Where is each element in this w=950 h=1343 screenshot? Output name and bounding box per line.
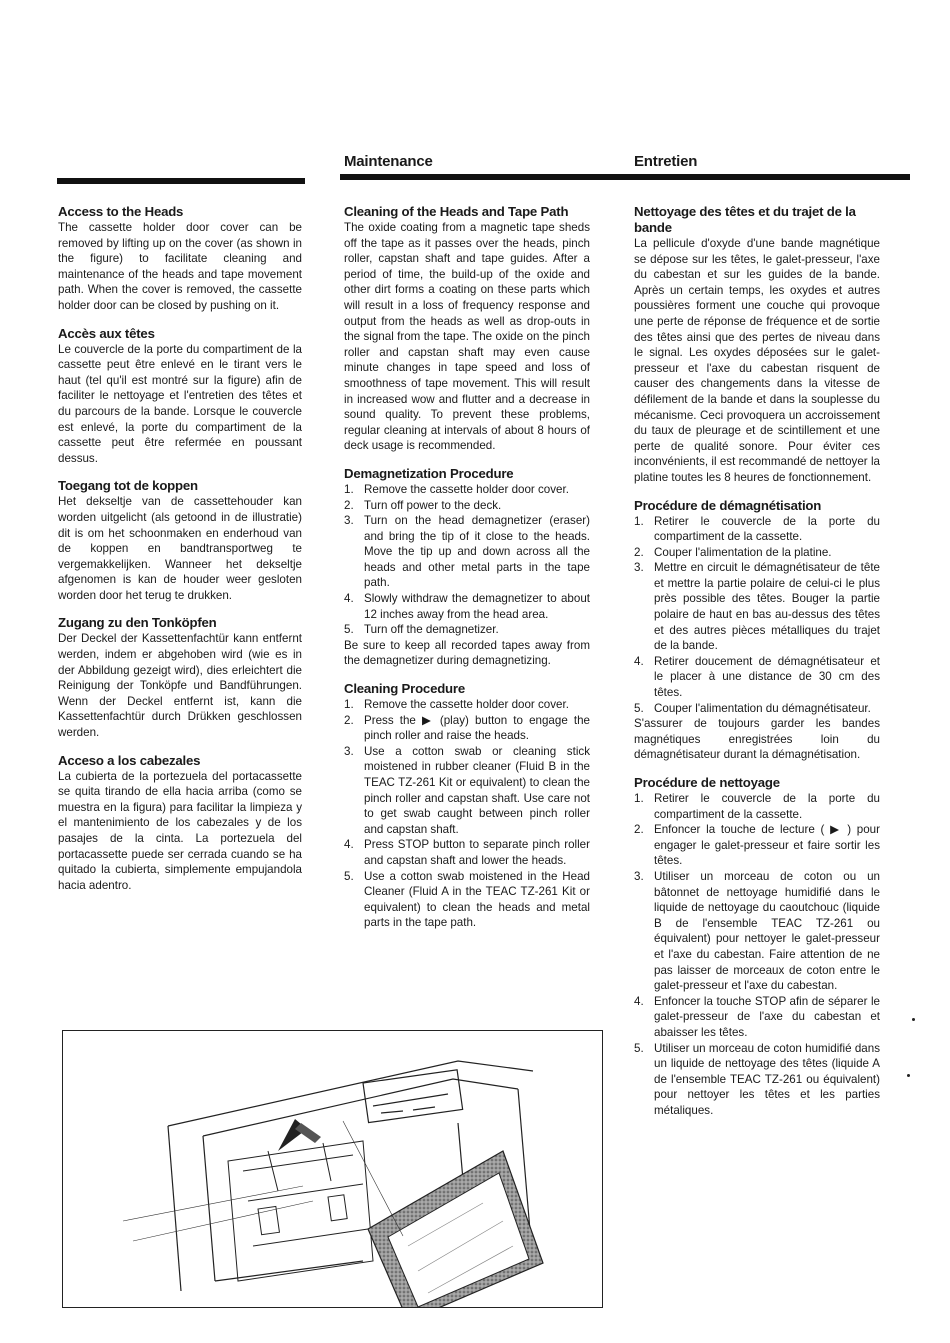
section-access-heads-fr [58, 326, 302, 467]
step-list [344, 697, 590, 931]
section-access-heads-nl [58, 478, 302, 603]
section-title: Zugang zu den Tonköpfen [58, 615, 217, 631]
rule-left [57, 178, 305, 184]
section-body: La cubierta de la portezuela del portacassette se quita tirando de ella hacia arriba (como se muestra en la figura) para facilitar la limpieza y el mantenimiento de los cabezales y de los pasajes de la cinta. La portezuela del portacassette puede ser cerrada cuando se ha quitado la cubierta, simplemente empujandola hacia adentro. [58, 769, 302, 892]
step-list [634, 514, 880, 717]
step-text: Turn on the head demagnetizer (eraser) and bring the tip of it close to the heads. Move the tip up and down across all the heads and other metal parts in the tape path. [364, 514, 590, 590]
step-number: 3. [634, 561, 644, 575]
section-access-heads-es [58, 753, 302, 894]
list-item [344, 869, 590, 931]
step-text: Enfoncer la touche STOP afin de séparer le galet-presseur de l'axe du cabestan et abaisser les têtes. [654, 994, 880, 1039]
step-number: 1. [634, 792, 644, 805]
list-item [634, 791, 880, 822]
step-text: Couper l'alimentation du démagnétisateur. [654, 701, 871, 715]
right-column [634, 204, 880, 1130]
demag-note: Be sure to keep all recorded tapes away from the demagnetizer during demagnetizing. [344, 638, 590, 668]
step-number: 5. [344, 623, 354, 637]
section-access-heads-en [58, 204, 302, 314]
step-text: Use a cotton swab moistened in the Head Cleaner (Fluid A in the TEAC TZ-261 Kit or equivalent) to clean the heads and metal parts in the tape path. [364, 869, 590, 930]
middle-column [344, 204, 590, 943]
lift-arrow [278, 1119, 307, 1151]
cassette-door-figure [62, 1030, 603, 1308]
section-nettoyage-tetes [634, 204, 880, 486]
step-number: 5. [634, 701, 644, 715]
step-text: Utiliser un morceau de coton humidifié dans un liquide de nettoyage des têtes (liquide A de l'ensemble TEAC TZ-261 ou équivalent) pour nettoyer les têtes et les parties métaliques. [654, 1041, 880, 1117]
step-number: 4. [634, 654, 644, 668]
section-title: Accès aux têtes [58, 325, 155, 341]
header-maintenance: Maintenance [344, 153, 433, 170]
cassette-door-illustration [63, 1031, 603, 1308]
list-item [634, 654, 880, 701]
section-access-heads-de [58, 615, 302, 740]
section-title: Nettoyage des têtes et du trajet de la bande [634, 204, 856, 235]
step-number: 4. [344, 838, 354, 852]
list-item [634, 822, 880, 869]
list-item [344, 837, 590, 868]
list-item [344, 513, 590, 591]
step-text: Press STOP button to separate pinch roller and capstan shaft and lower the heads. [364, 838, 590, 867]
section-body: La pellicule d'oxyde d'une bande magnétique se dépose sur les têtes, le galet-presseur, l'axe du cabestan et sur les guides de la bande. Après un certain temps, les oxydes et autres poussières forment une couche qui provoque une perte de réponse de fréquence et de sortie des têtes ainsi que des pertes de niveau dans le signal. Les oxydes déposées sur le galet-presseur et l'axe du cabestan risquent de causer des changements dans la vitesse de défilement de la bande et dans la souplesse du mécanisme. Ceci provoquera un accroissement du taux de pleurage et de scintillement et une perte de qualité sonore. Pour éviter ces inconvénients, il est recommandé de nettoyer la platine toutes les 8 heures de fonctionnement. [634, 237, 880, 484]
step-list [634, 791, 880, 1118]
step-text: Enfoncer la touche de lecture ( ▶ ) pour engager le galet-presseur et faire sortir les têtes. [654, 823, 880, 868]
step-text: Utiliser un morceau de coton ou un bâtonnet de nettoyage humidifié dans le liquide de nettoyage du caoutchouc (liquide B de l'ensemble TEAC TZ-261 ou équivalent) pour nettoyer le galet-presseur et l'axe du cabestan. Faire attention de ne pas laisser de morceaux de coton entre le galet-presseur et l'axe du cabestan. [654, 869, 880, 993]
step-text: Slowly withdraw the demagnetizer to about 12 inches away from the head area. [364, 592, 590, 621]
section-title: Toegang tot de koppen [58, 478, 198, 494]
list-item [634, 869, 880, 994]
step-number: 1. [344, 482, 354, 496]
list-item [634, 701, 880, 717]
section-body: The cassette holder door cover can be removed by lifting up on the cover (as shown in the figure) to facilitate cleaning and maintenance of the heads and tape movement path. When the cover is removed, the cassette holder door can be closed by pushing on it. [58, 221, 302, 312]
step-number: 2. [634, 545, 644, 559]
section-title: Procédure de nettoyage [634, 775, 780, 790]
left-column [58, 204, 302, 905]
step-number: 4. [344, 592, 354, 606]
list-item [344, 744, 590, 838]
step-text: Use a cotton swab or cleaning stick moistened in rubber cleaner (Fluid B in the TEAC TZ-261 Kit or equivalent) to clean the pinch roller and capstan shaft. Use care not to get swab caught between pinch roller and capstan shaft. [364, 744, 590, 836]
step-number: 3. [344, 514, 354, 528]
section-body: Der Deckel der Kassettenfachtür kann entfernt werden, indem er abgehoben wird (wie es in der Abbildung gezeigt wird), dies erleichtert die Reinigung der Tonköpfe und Bandführungen. Wenn der Deckel entfernt ist, kann die Kassettenfachtür durch Drükken geschlossen werden. [58, 632, 302, 740]
step-number: 5. [344, 869, 354, 883]
step-text: Turn off power to the deck. [364, 498, 502, 512]
section-body: The oxide coating from a magnetic tape sheds off the tape as it passes over the heads, pinch roller, capstan shaft and tape guides. After a period of time, the build-up of the oxide and other dirt forms a coating on these parts which will result in a loss of frequency response and output from the heads as well as drop-outs in the signal from the tape. The oxide on the pinch roller and capstan shaft may even cause minute changes in tape speed and loss of smoothness of tape movement. This will result in increased wow and flutter and a decrease in sound quality. To prevent these problems, regular cleaning at intervals of about 8 hours of deck usage is recommended. [344, 221, 590, 453]
step-text: Couper l'alimentation de la platine. [654, 545, 832, 559]
header-entretien: Entretien [634, 153, 698, 170]
step-text: Remove the cassette holder door cover. [364, 698, 569, 712]
section-demagnetization [344, 466, 590, 669]
step-number: 2. [344, 713, 354, 727]
step-text: Turn off the demagnetizer. [364, 623, 499, 637]
section-body: Het dekseltje van de cassettehouder kan worden uitgelicht (als getoond in de illustratie) dit is om het schoonmaken en enderhoud van de koppen en bandtransportweg te vergemakkelijken. Wanneer het dekseltje afgenomen is kan de houder weer gesloten worden door het terug te drukken. [58, 495, 302, 602]
section-title: Cleaning of the Heads and Tape Path [344, 204, 569, 219]
step-number: 1. [634, 514, 644, 528]
step-text: Retirer le couvercle de la porte du compartiment de la cassette. [654, 792, 880, 821]
section-title: Procédure de démagnétisation [634, 497, 822, 513]
demag-note: S'assurer de toujours garder les bandes magnétiques enregistrées loin du démagnétisateur durant la démagnétisation. [634, 717, 880, 762]
section-demagnetisation [634, 498, 880, 764]
list-item [344, 713, 590, 744]
list-item [344, 482, 590, 498]
step-text: Remove the cassette holder door cover. [364, 482, 569, 496]
step-list [344, 482, 590, 638]
step-number: 2. [634, 823, 644, 837]
step-number: 4. [634, 994, 644, 1008]
list-item [344, 591, 590, 622]
step-text: Retirer doucement de démagnétisateur et le placer à une distance de 30 cm des têtes. [654, 654, 880, 700]
rule-right [340, 174, 910, 180]
section-title: Demagnetization Procedure [344, 465, 514, 481]
step-text: Mettre en circuit le démagnétisateur de tête et mettre la partie polaire de celui-ci le plus près possible des têtes. Bouger la partie polaire de haut en bas au-dessus des têtes et des autres pièces métalliques du trajet de la bande. [654, 561, 880, 653]
list-item [634, 560, 880, 654]
list-item [344, 498, 590, 514]
step-number: 5. [634, 1041, 644, 1055]
section-title: Acceso a los cabezales [58, 752, 201, 768]
scan-dot [907, 1074, 910, 1077]
list-item [634, 545, 880, 561]
list-item [344, 622, 590, 638]
section-cleaning-heads [344, 204, 590, 454]
step-text: Press the ▶ (play) button to engage the pinch roller and raise the heads. [364, 713, 590, 743]
step-number: 1. [344, 698, 354, 712]
step-text: Retirer le couvercle de la porte du compartiment de la cassette. [654, 514, 880, 544]
section-nettoyage [634, 775, 880, 1118]
step-number: 3. [344, 744, 354, 758]
scan-dot [912, 1018, 915, 1021]
step-number: 3. [634, 869, 644, 883]
section-title: Access to the Heads [58, 204, 184, 219]
section-title: Cleaning Procedure [344, 681, 465, 697]
list-item [634, 994, 880, 1041]
step-number: 2. [344, 498, 354, 512]
list-item [634, 1041, 880, 1119]
section-body: Le couvercle de la porte du compartiment de la cassette peut être enlevé en le tirant vers le haut (tel qu'il est montré sur la figure) afin de faciliter le nettoyage et l'entretien des têtes et du parcours de la bande. Lorsque le couvercle est enlevé, la porte du compartiment de la cassette peut être refermée en poussant dessus. [58, 342, 302, 465]
list-item [344, 697, 590, 713]
list-item [634, 514, 880, 545]
section-cleaning-procedure [344, 681, 590, 931]
